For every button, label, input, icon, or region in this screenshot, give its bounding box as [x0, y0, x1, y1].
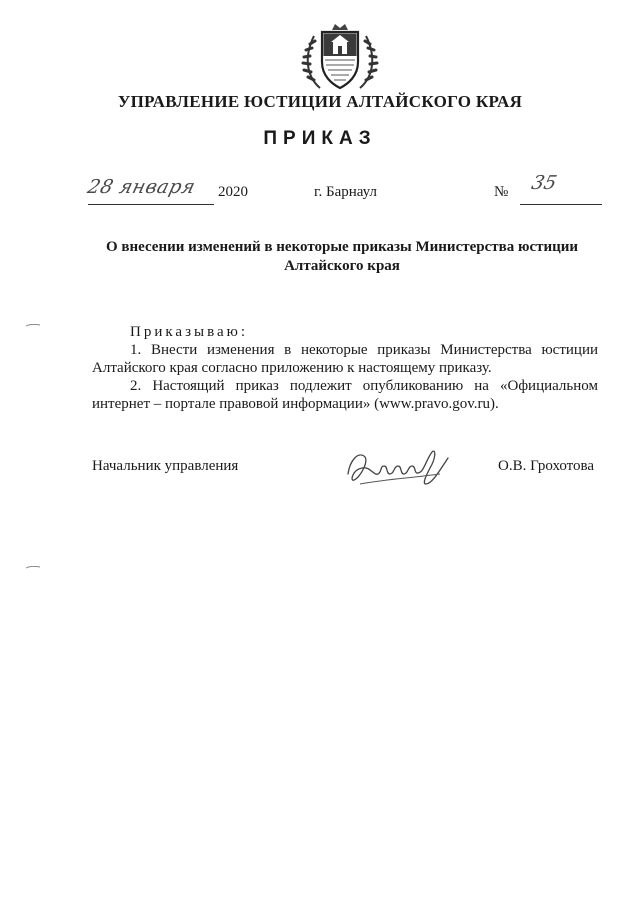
coat-of-arms-icon — [298, 18, 382, 96]
scan-artifact-icon — [26, 324, 40, 327]
order-item-1: 1. Внести изменения в некоторые приказы Министерства юстиции Алтайского края согласно приложению к настоящему приказу. — [92, 342, 598, 376]
document-body — [92, 323, 598, 413]
number-sign: № — [494, 184, 509, 200]
scan-artifact-icon — [26, 566, 40, 569]
document-year: 2020 — [218, 184, 248, 200]
handwritten-signature-icon — [340, 440, 460, 490]
document-type: ПРИКАЗ — [263, 128, 377, 149]
order-item-2: 2. Настоящий приказ подлежит опубликованию на «Официальном интернет – портале правовой информации» (www.pravo.gov.ru). — [92, 378, 598, 412]
handwritten-number: 35 — [529, 172, 559, 194]
signatory-name: О.В. Грохотова — [498, 458, 595, 474]
document-city: г. Барнаул — [314, 184, 377, 200]
order-word: Приказываю: — [130, 324, 248, 340]
document-subject: О внесении изменений в некоторые приказы Министерства юстиции Алтайского края — [105, 239, 579, 274]
organization-title: УПРАВЛЕНИЕ ЮСТИЦИИ АЛТАЙСКОГО КРАЯ — [117, 92, 523, 111]
handwritten-date: 28 января — [85, 176, 198, 198]
signatory-title: Начальник управления — [92, 458, 239, 474]
